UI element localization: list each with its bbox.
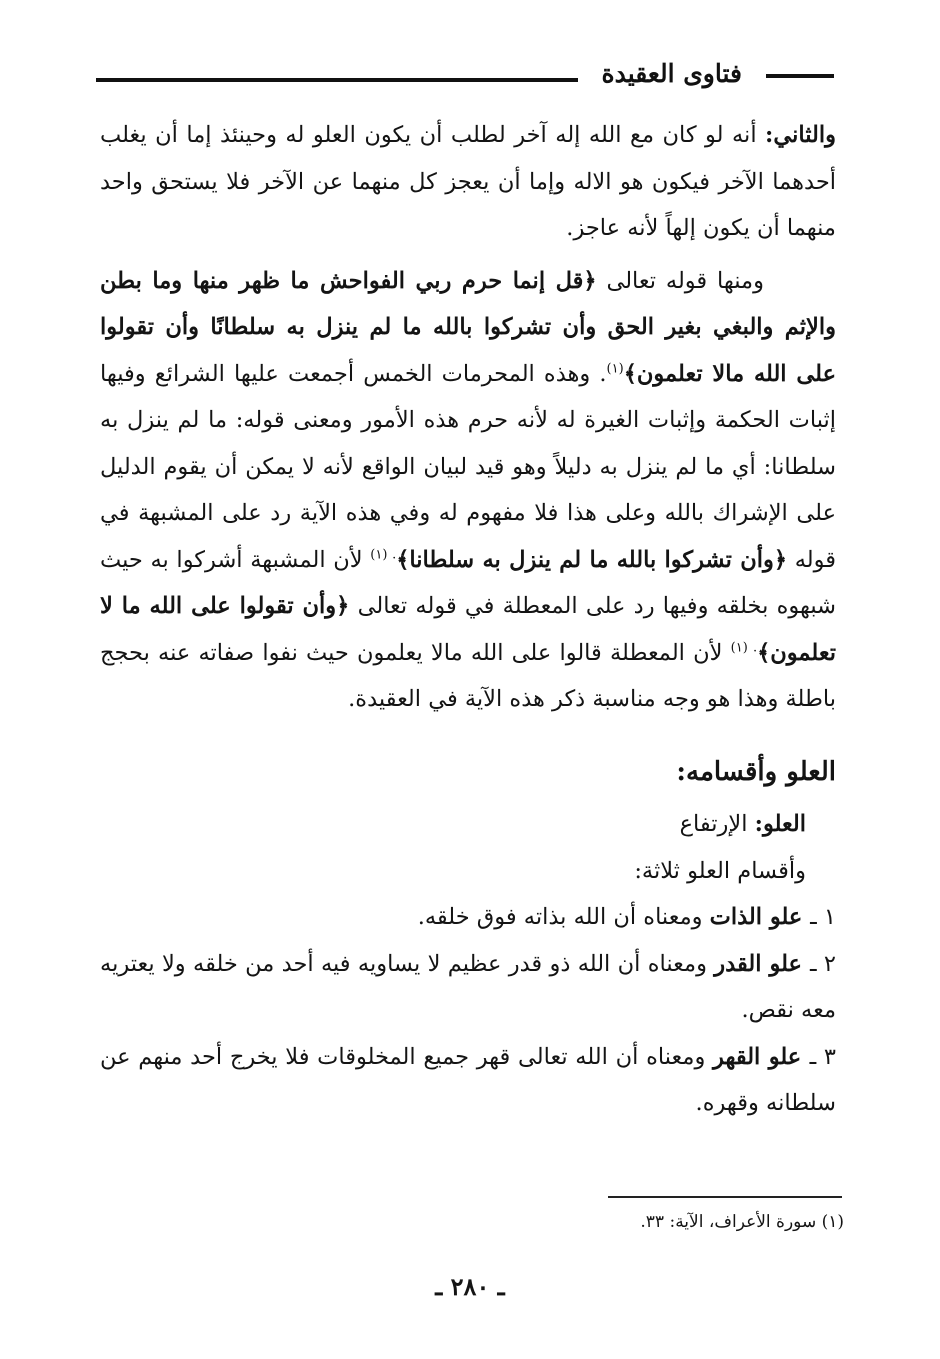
list-number: ٢ ـ	[809, 950, 836, 977]
paragraph-lead: والثاني:	[765, 122, 836, 148]
text-run: . وهذه المحرمات الخمس أجمعت عليها الشرائع وفيها إثبات الحكمة وإثبات الغيرة له لأنه حرم هذه الأمور ومعنى قوله: ما لم ينزل به سلطانا: أي ما لم ينزل به دليلاً وهو قيد لبيان الواقع لأنه لا يمكن أن يقوم الدليل على الإشراك بالله وعلى هذا فلا مفهوم له وفي هذه الآية رد على المشبهة في قوله	[100, 360, 837, 573]
quran-verse: ﴿وأن تشركوا بالله ما لم ينزل به سلطانا﴾	[396, 546, 788, 573]
footnote: (١) سورة الأعراف، الآية: ٣٣.	[640, 1212, 844, 1232]
definition-line	[100, 801, 836, 848]
list-item	[100, 941, 836, 1034]
list-label: علو القهر	[713, 1043, 810, 1070]
section-heading: العلو وأقسامه:	[676, 756, 836, 787]
definition-text: الإرتفاع	[679, 811, 755, 837]
definition-label: العلو:	[754, 811, 806, 837]
divisions-intro: وأقسام العلو ثلاثة:	[634, 857, 806, 884]
list-item	[100, 1034, 836, 1127]
quran-verse: ﴿قل إنما حرم ربي الفواحش ما ظهر منها وما بطن والإثم والبغي بغير الحق وأن تشركوا بالله ما لم ينزل به سلطانًا وأن تقولوا على الله مالا تعلمون﴾	[100, 267, 836, 387]
text-run: لأن المشبهة أشركوا به حيث شبهوه بخلقه وفيها رد على المعطلة في قوله تعالى	[100, 546, 836, 619]
list-text: ومعناه أن الله بذاته فوق خلقه.	[417, 904, 710, 930]
footnote-rule	[608, 1196, 842, 1198]
footnote-ref: . (١)	[730, 640, 758, 655]
paragraph-second-argument	[100, 112, 836, 252]
quran-verse: ﴿وأن تقولوا على الله ما لا تعلمون﴾	[100, 593, 836, 666]
list-number: ٣ ـ	[809, 1043, 836, 1070]
page-number: ـ ٢٨٠ ـ	[435, 1272, 505, 1301]
running-header	[96, 56, 834, 96]
paragraph-text: أنه لو كان مع الله إله آخر لطلب أن يكون العلو له وحينئذ إما أن يغلب أحدهما الآخر فيكون هو الاله وإما أن يعجز كل منهما عن الآخر فلا يستحق واحد منهما أن يكون إلهاً لأنه عاجز.	[100, 122, 836, 241]
paragraph-verse-commentary	[100, 258, 836, 723]
list-number: ١ ـ	[810, 904, 836, 930]
text-run: ومنها قوله تعالى	[596, 267, 764, 294]
list-label: علو القدر	[714, 950, 810, 977]
list-text: ومعناه أن الله ذو قدر عظيم لا يساويه فيه أحد من خلقه ولا يعتريه معه نقص.	[100, 950, 836, 1023]
list-label: علو الذات	[709, 904, 811, 930]
header-rule-long	[96, 78, 578, 82]
header-title: فتاوى العقيدة	[601, 59, 742, 88]
header-rule-short	[766, 74, 834, 78]
footnote-ref: (١)	[606, 361, 624, 376]
text-run: لأن المعطلة قالوا على الله مالا يعلمون حيث نفوا صفاته عنه بحجج باطلة وهذا هو وجه مناسبة ذكر هذه الآية في العقيدة.	[100, 639, 836, 712]
list-item	[100, 894, 836, 941]
footnote-ref: . (١)	[370, 547, 397, 562]
body-text	[100, 112, 836, 1127]
list-text: ومعناه أن الله تعالى قهر جميع المخلوقات فلا يخرج أحد منهم عن سلطانه وقهره.	[100, 1043, 836, 1116]
